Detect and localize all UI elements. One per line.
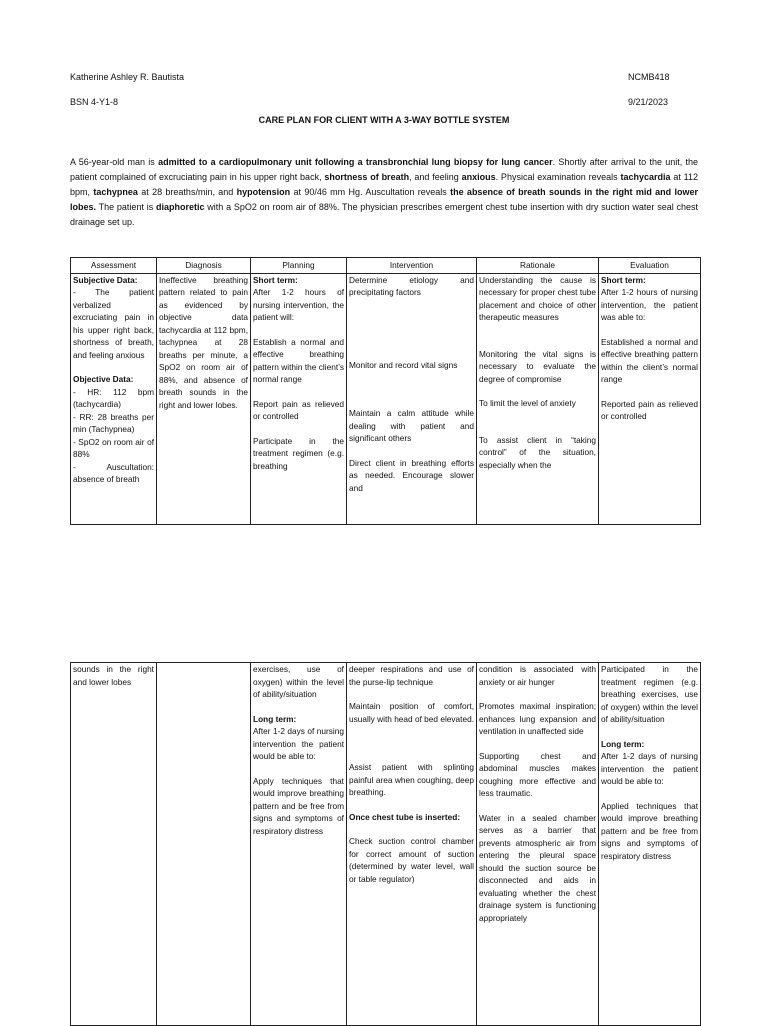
cell-text: After 1-2 days of nursing intervention the patient would be able to: (253, 726, 344, 761)
cell-text: sounds in the right and lower lobes (73, 664, 154, 687)
cell-text: - HR: 112 bpm (tachycardia) (73, 386, 154, 409)
cell-text: To assist client in “taking control” of the situation, especially when the (479, 434, 596, 470)
cell-subheading: Once chest tube is inserted: (349, 811, 461, 822)
emphasized-text: the absence of breath sounds in the right mid and lower lobes. (70, 187, 699, 212)
spacer (601, 324, 698, 336)
paragraph-text: . Physical examination reveals (495, 172, 621, 182)
spacer (253, 423, 344, 435)
case-scenario-paragraph (70, 155, 698, 230)
paragraph-text: at 90/46 mm Hg. Auscultation reveals (290, 187, 451, 197)
evaluation-cell (599, 663, 701, 1026)
cell-subheading: Subjective Data: (73, 274, 138, 285)
cell-text: After 1-2 days of nursing intervention the patient would be able to: (601, 751, 698, 786)
cell-text: After 1-2 hours of nursing intervention, the patient was able to: (601, 287, 698, 322)
spacer (349, 335, 474, 347)
assessment-cell (71, 663, 157, 1026)
spacer (73, 361, 154, 373)
emphasized-text: tachycardia (620, 172, 671, 182)
student-name: Katherine Ashley R. Bautista (70, 72, 185, 82)
assessment-cell (71, 273, 157, 524)
care-plan-table-part-1 (70, 257, 701, 525)
spacer (349, 311, 474, 323)
cell-text: Reported pain as relieved or controlled (601, 398, 698, 421)
paragraph-text: . Shortly after arrival to the unit, the patient complained of excruciating pain in his upper right back, (70, 157, 698, 182)
cell-text: Participate in the treatment regimen (e.g. breathing (253, 435, 344, 471)
paragraph-text: A 56-year-old man is (70, 157, 159, 167)
spacer (479, 688, 596, 700)
cell-text: Promotes maximal inspiration; enhances lung expansion and ventilation in unaffected side (479, 701, 596, 736)
cell-text: Supporting chest and abdominal muscles makes coughing more effective and less traumatic. (479, 750, 596, 798)
cell-text: To limit the level of anxiety (479, 398, 576, 408)
cell-text: Established a normal and effective breathing pattern within the client’s normal range (601, 336, 698, 384)
cell-text: Monitoring the vital signs is necessary to evaluate the degree of compromise (479, 348, 596, 384)
cell-subheading: Short term: (601, 274, 646, 285)
cell-text: Monitor and record vital signs (349, 359, 458, 370)
cell-text: Understanding the cause is necessary for proper chest tube placement and choice of other therapeutic measures (479, 274, 596, 322)
planning-cell (251, 273, 347, 524)
course-code: NCMB418 (628, 72, 670, 82)
emphasized-text: admitted to a cardiopulmonary unit following a transbronchial lung biopsy for lung cancer (158, 157, 553, 167)
emphasized-text: diaphoretic (156, 202, 205, 212)
emphasized-text: hypotension (236, 187, 291, 197)
cell-subheading: Long term: (253, 713, 297, 724)
cell-text: - RR: 28 breaths per min (Tachypnea) (73, 411, 154, 434)
cell-text: Report pain as relieved or controlled (253, 398, 344, 421)
spacer (253, 386, 344, 398)
emphasized-text: tachypnea (93, 187, 138, 197)
cell-subheading: Short term: (253, 274, 298, 285)
spacer (479, 738, 596, 750)
cell-text: After 1-2 hours of nursing intervention, the patient will: (253, 287, 344, 322)
spacer (349, 749, 474, 761)
spacer (349, 323, 474, 335)
header-diagnosis: Diagnosis (157, 258, 251, 274)
document-title: CARE PLAN FOR CLIENT WITH A 3-WAY BOTTLE SYSTEM (258, 115, 510, 125)
cell-text: - Auscultation: absence of breath (73, 461, 154, 484)
spacer (349, 347, 474, 359)
cell-text: Maintain a calm attitude while dealing with patient and significant others (349, 408, 474, 443)
table-row (71, 663, 701, 1026)
cell-text: - SpO2 on room air of 88% (73, 436, 154, 459)
cell-text: Check suction control chamber for correct amount of suction (determined by water level, wall or table regulator) (349, 836, 474, 884)
spacer (349, 383, 474, 395)
rationale-cell (477, 663, 599, 1026)
paragraph-text: , and feeling (409, 172, 462, 182)
cell-text: deeper respirations and use of the purse-lip technique (349, 664, 474, 687)
cell-subheading: Objective Data: (73, 374, 134, 384)
cell-text: Direct client in breathing efforts as needed. Encourage slower and (349, 457, 474, 493)
paragraph-text: with a SpO2 on room air of 88%. The physician prescribes emergent chest tube insertion with dry suction water seal chest drainage set up. (70, 202, 698, 227)
cell-text: Applied techniques that would improve breathing pattern and be free from signs and symptoms of respiratory distress (601, 800, 698, 861)
header-planning: Planning (251, 258, 347, 274)
spacer (601, 726, 698, 738)
paragraph-text: The patient is (96, 202, 157, 212)
intervention-cell (347, 663, 477, 1026)
spacer (601, 788, 698, 800)
spacer (253, 763, 344, 775)
emphasized-text: shortness of breath (324, 172, 410, 182)
table-header-row (71, 258, 701, 274)
spacer (349, 371, 474, 383)
cell-text: exercises, use of oxygen) within the level of ability/situation (253, 664, 344, 699)
spacer (349, 395, 474, 407)
cell-text: Establish a normal and effective breathing pattern within the client’s normal range (253, 336, 344, 384)
evaluation-cell (599, 273, 701, 524)
paragraph-text: at 112 bpm, (70, 172, 699, 197)
cell-text: Water in a sealed chamber serves as a barrier that prevents atmospheric air from entering the pleural space should the suction source be disconnected and aids in evaluating whether the chest drainage system is functioning appropriately (479, 812, 596, 923)
cell-text: Participated in the treatment regimen (e.g. breathing exercises, use of oxygen) within the level of ability/situation (601, 664, 698, 724)
cell-text: Apply techniques that would improve breathing pattern and be free from signs and symptoms of respiratory distress (253, 775, 344, 836)
spacer (253, 701, 344, 713)
paragraph-text: at 28 breaths/min, and (137, 187, 237, 197)
cell-text: Maintain position of comfort, usually with head of bed elevated. (349, 701, 474, 724)
header-assessment: Assessment (71, 258, 157, 274)
header-evaluation: Evaluation (599, 258, 701, 274)
spacer (601, 386, 698, 398)
cell-subheading: Long term: (601, 738, 645, 749)
spacer (349, 688, 474, 700)
spacer (349, 799, 474, 811)
spacer (479, 410, 596, 422)
cell-text: - The patient verbalized excruciating pain in his upper right back, shortness of breath, and feeling anxious (73, 287, 154, 360)
emphasized-text: anxious (461, 172, 496, 182)
planning-cell (251, 663, 347, 1026)
spacer (479, 336, 596, 348)
diagnosis-cell (157, 663, 251, 1026)
cell-text: Determine etiology and precipitating factors (349, 274, 474, 297)
spacer (349, 737, 474, 749)
spacer (253, 324, 344, 336)
spacer (349, 445, 474, 457)
document-date: 9/21/2023 (628, 97, 669, 107)
spacer (479, 422, 596, 434)
header-intervention: Intervention (347, 258, 477, 274)
cell-text: Ineffective breathing pattern related to pain as evidenced by objective data tachycardia at 112 bpm, tachypnea at 28 breaths per minute, a SpO2 on room air of 88%, and absence of breath sounds in the right and lower lobes. (159, 274, 248, 410)
table-row (71, 273, 701, 524)
spacer (479, 385, 596, 397)
rationale-cell (477, 273, 599, 524)
student-section: BSN 4-Y1-8 (70, 97, 119, 107)
spacer (479, 800, 596, 812)
intervention-cell (347, 273, 477, 524)
spacer (349, 823, 474, 835)
cell-text: Assist patient with splinting painful area when coughing, deep breathing. (349, 762, 474, 797)
cell-text: condition is associated with anxiety or air hunger (479, 664, 596, 687)
spacer (349, 725, 474, 737)
diagnosis-cell (157, 273, 251, 524)
spacer (349, 299, 474, 311)
header-rationale: Rationale (477, 258, 599, 274)
care-plan-table-part-2 (70, 662, 701, 1026)
spacer (479, 324, 596, 336)
